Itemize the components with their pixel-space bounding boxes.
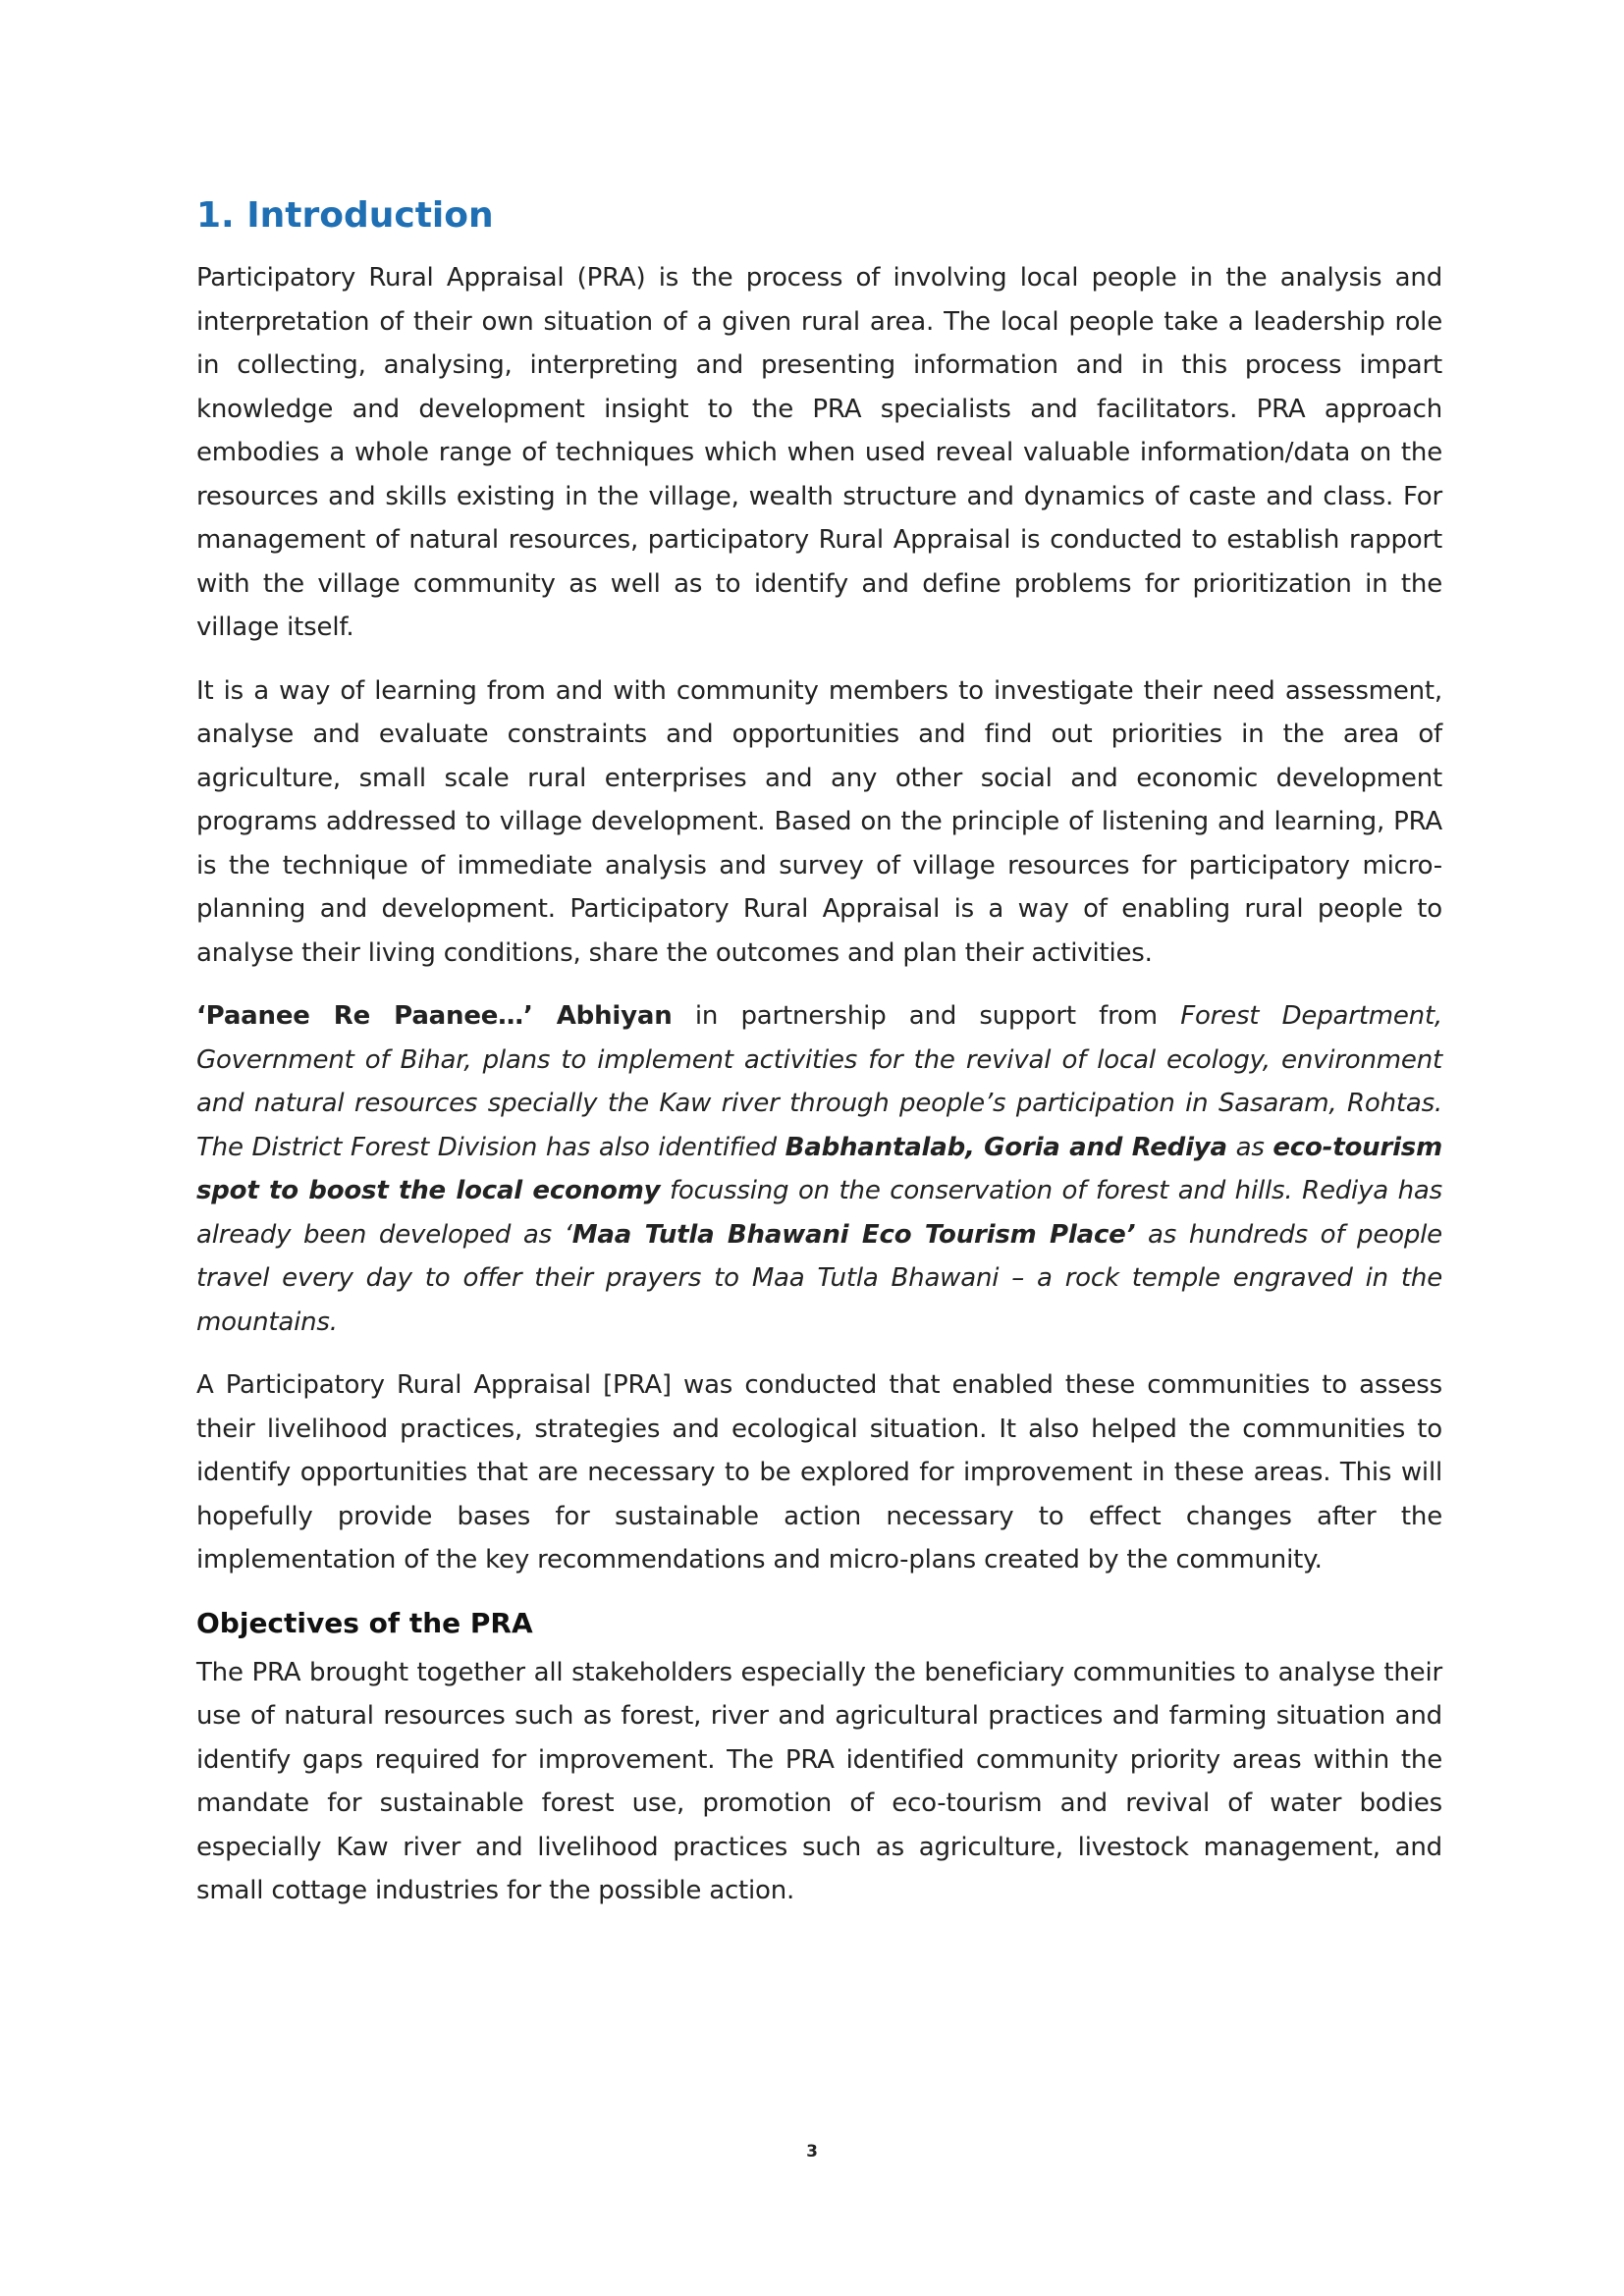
objectives-paragraph: The PRA brought together all stakeholders especially the beneficiary communities to analyse their use of natural resources such as forest, river and agricultural practices and farming situation and identify gaps required for improvement. The PRA identified community priority areas within the mandate for sustainable forest use, promotion of eco-tourism and revival of water bodies especially Kaw river and livelihood practices such as agriculture, livestock management, and small cottage industries for the possible action. <box>196 1657 1442 1906</box>
intro-paragraph-2: It is a way of learning from and with community members to investigate their need assessment, analyse and evaluate constraints and opportunities and find out priorities in the area of agriculture, small scale rural enterprises and any other social and economic development programs addressed to village development. Based on the principle of listening and learning, PRA is the technique of immediate analysis and survey of village resources for participatory micro- planning and development. Participatory Rural Appraisal is a way of enabling rural people to analyse their living conditions, share the outcomes and plan their activities. <box>196 675 1442 968</box>
paragraph-text: in partnership and support from <box>672 1001 1181 1032</box>
place-name: Maa Tutla Bhawani Eco Tourism Place’ <box>571 1219 1136 1250</box>
objectives-heading: Objectives of the PRA <box>196 1606 533 1639</box>
paragraph-italic-text: as hundreds of people travel every day to offer their prayers to Maa Tutla Bhawani – a rock temple engraved in the mountains. <box>196 1219 1442 1337</box>
campaign-name: ‘Paanee Re Paanee…’ Abhiyan <box>196 1001 673 1032</box>
paragraph-italic-text: as <box>1226 1132 1273 1162</box>
intro-paragraph-3 <box>196 994 1442 1344</box>
eco-tourism-emphasis: eco-tourism spot to boost the local economy <box>196 1132 1442 1206</box>
paragraph-italic-text: focussing on the conservation of forest and hills. Rediya has already been developed as ‘ <box>196 1176 1442 1250</box>
intro-paragraph-1: Participatory Rural Appraisal (PRA) is the process of involving local people in the analysis and interpretation of their own situation of a given rural area. The local people take a leadership role in collecting, analysing, interpreting and presenting information and in this process impart knowledge and development insight to the PRA specialists and facilitators. PRA approach embodies a whole range of techniques which when used reveal valuable information/data on the resources and skills existing in the village, wealth structure and dynamics of caste and class. For management of natural resources, participatory Rural Appraisal is conducted to establish rapport with the village community as well as to identify and define problems for prioritization in the village itself. <box>196 263 1442 643</box>
intro-paragraph-4: A Participatory Rural Appraisal [PRA] was conducted that enabled these communities to assess their livelihood practices, strategies and ecological situation. It also helped the communities to identify opportunities that are necessary to be explored for improvement in these areas. This will hopefully provide bases for sustainable action necessary to effect changes after the implementation of the key recommendations and micro-plans created by the community. <box>196 1370 1442 1575</box>
document-page <box>196 194 1442 1933</box>
sites-name: Babhantalab, Goria and Rediya <box>785 1132 1227 1162</box>
page-number: 3 <box>806 2142 818 2162</box>
paragraph-italic-text: Forest Department, Government of Bihar, plans to implement activities for the revival of local ecology, environment and natural resources specially the Kaw river through people’s participation in Sasaram, Rohtas. The District Forest Division has also identified <box>196 1001 1443 1162</box>
section-heading: 1. Introduction <box>196 195 494 236</box>
